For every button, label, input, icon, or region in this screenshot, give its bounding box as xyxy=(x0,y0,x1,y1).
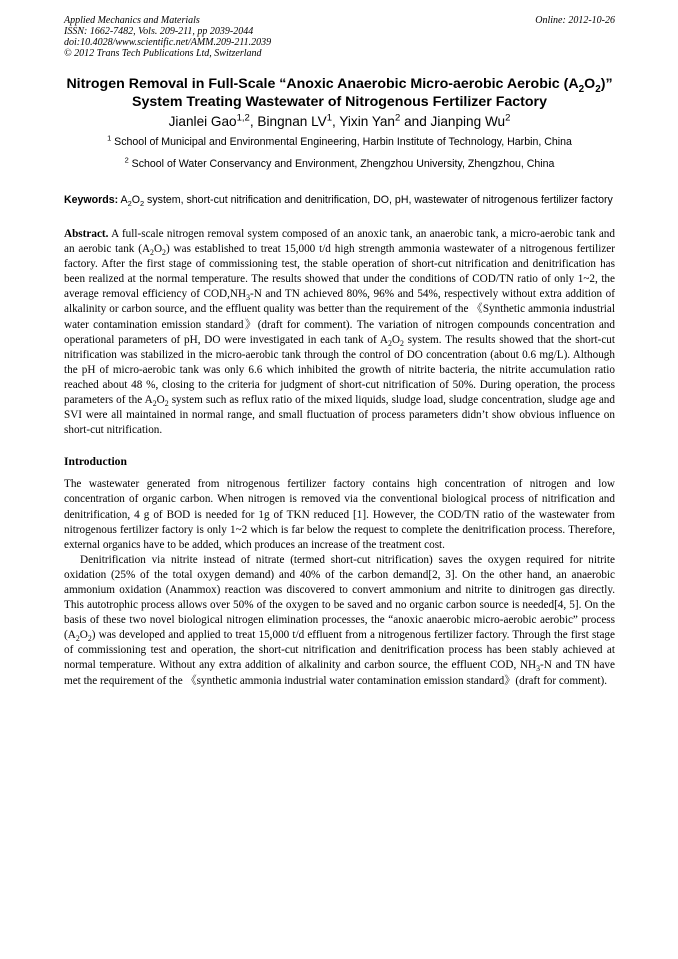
title-text-3: )” System Treating Wastewater of Nitrogenous Fertilizer Factory xyxy=(132,76,613,110)
kw-text-rest: system, short-cut nitrification and denitrification, DO, pH, wastewater of nitrogenous fertilizer factory xyxy=(144,194,613,206)
author-separator: , xyxy=(332,114,340,129)
author-name: Bingnan LV xyxy=(257,114,327,129)
intro-text: ) was developed and applied to treat 15,000 t/d effluent from a nitrogenous fertilizer factory. Through the first stage of commissioning test and operation, the short-cut nitrification and denitrification process has been stably achieved at normal temperature. Without any extra addition of alkalinity and carbon source, the effluent COD, NH xyxy=(64,629,615,672)
affiliation-text: School of Water Conservancy and Environment, Zhengzhou University, Zhengzhou, China xyxy=(131,158,555,170)
author-separator: , xyxy=(249,114,258,129)
title-sub-2: 2 xyxy=(595,83,601,95)
paper-title xyxy=(64,75,615,111)
affiliation-number: 2 xyxy=(124,155,129,165)
journal-header xyxy=(64,15,615,59)
intro-text: -N and TN have met the requirement of the 《synthetic ammonia industrial water contamination emission standard》(draft for comment). xyxy=(64,659,615,687)
affiliation-number: 1 xyxy=(107,133,112,143)
author-affiliation-mark: 1,2 xyxy=(236,112,250,124)
paper-page xyxy=(64,15,615,689)
author-list xyxy=(64,113,615,130)
title-text-1: Nitrogen Removal in Full-Scale “Anoxic Anaerobic Micro-aerobic Aerobic (A xyxy=(66,76,579,92)
abstract-text: -N and TN achieved 80%, 96% and 54%, respectively without extra addition of alkalinity or carbon source, and the effluent quality was better than the requirement of the 《Synthetic ammonia industrial water contamination emission standard》(draft for comment). The variation of nitrogen compounds concentration and operational parameters of pH, DO were investigated in each tank of A xyxy=(64,288,616,346)
author-separator: and xyxy=(400,114,431,129)
copyright-line: © 2012 Trans Tech Publications Ltd, Switzerland xyxy=(64,48,262,59)
abstract-text: ) was established to treat 15,000 t/d high strength ammonia wastewater of a nitrogenous fertilizer factory. After the first stage of commissioning test, the stable operation of short-cut nitrification and denitrification has been realized at the normal temperature. The results showed that under the conditions of COD/TN ratio of only 1~2, the average removal efficiency of COD,NH xyxy=(64,243,616,301)
journal-name: Applied Mechanics and Materials xyxy=(64,15,200,26)
abstract-sub: 2 xyxy=(387,338,392,348)
intro-paragraph-2 xyxy=(64,553,615,689)
doi-line: doi:10.4028/www.scientific.net/AMM.209-211.2039 xyxy=(64,37,272,48)
author-affiliation-mark: 2 xyxy=(395,112,401,124)
author-affiliation-mark: 1 xyxy=(326,112,333,124)
intro-paragraph-1: The wastewater generated from nitrogenous fertilizer factory contains high concentration of nitrogen and low concentration of organic carbon. When nitrogen is removed via the conventional biological process of nitrification and denitrification, 4 g of BOD is needed for 1g of TKN reduced [1]. However, the COD/TN ratio of the wastewater from nitrogenous fertilizer factory is only 1~2 which is far below the request to complete the denitrification process. Therefore, external organics have to be added, which produces an increase of the treatment cost. xyxy=(64,478,615,551)
affiliation-text: School of Municipal and Environmental Engineering, Harbin Institute of Technology, Harbin, China xyxy=(114,136,572,148)
intro-sub: 2 xyxy=(87,634,92,644)
abstract-text: O xyxy=(156,394,165,407)
keywords-label: Keywords: xyxy=(64,194,119,206)
abstract-sub: 2 xyxy=(152,399,157,409)
abstract-text: system. The results showed that the short-cut nitrification was stabilized in the micro-aerobic tank through the control of DO concentration (about 0.6 mg/L). Although the pH of micro-aerobic tank was only 6.6 which inhibited the growth of nitrite bacteria, the nitrite accumulation ratio reached about 48 %, closing to the criteria for judgment of short-cut nitrification of 50%. During operation, the process parameters of the A xyxy=(64,333,615,407)
intro-sub: 3 xyxy=(536,664,541,674)
kw-sub-o: 2 xyxy=(139,199,145,209)
abstract-text: A full-scale nitrogen removal system composed of an anoxic tank, an anaerobic tank, a micro-aerobic tank and an aerobic tank (A xyxy=(64,228,615,256)
affiliation-1 xyxy=(64,135,615,149)
online-date: Online: 2012-10-26 xyxy=(535,15,615,26)
intro-text: Denitrification via nitrite instead of nitrate (termed short-cut nitrification) saves the oxygen required for nitrite oxidation (25% of the total oxygen demand) and 40% of the carbon demand[2, 3]. On the other hand, an anaerobic ammonium oxidation (Anammox) reaction was discovered to convert ammonium and nitrite to dinitrogen gas directly. This autotrophic process allows over 50% of the oxygen to be saved and no organic carbon source is needed[4, 5]. On the basis of these two novel biological nitrogen elimination processes, the “anoxic anaerobic micro-aerobic aerobic” process (A xyxy=(64,553,615,642)
author-name: Jianping Wu xyxy=(430,114,506,129)
abstract-sub: 2 xyxy=(162,248,166,258)
author-name: Jianlei Gao xyxy=(168,114,237,129)
abstract-sub: 2 xyxy=(150,248,154,258)
intro-text: O xyxy=(79,629,88,642)
author-name: Yixin Yan xyxy=(339,114,395,129)
author-affiliation-mark: 2 xyxy=(505,112,511,124)
abstract-text: O xyxy=(391,333,400,346)
abstract-sub: 2 xyxy=(164,399,169,409)
kw-text-o: O xyxy=(131,194,140,206)
title-text-2: O xyxy=(584,76,596,92)
abstract xyxy=(64,227,615,438)
abstract-sub: 2 xyxy=(399,338,404,348)
section-heading-introduction: Introduction xyxy=(64,455,127,469)
kw-sub-a: 2 xyxy=(127,199,132,209)
issn-line: ISSN: 1662-7482, Vols. 209-211, pp 2039-2044 xyxy=(64,26,254,37)
title-sub-1: 2 xyxy=(578,83,585,95)
intro-sub: 2 xyxy=(75,634,80,644)
affiliation-2 xyxy=(64,157,615,171)
abstract-text: O xyxy=(153,243,163,256)
keywords xyxy=(64,194,615,207)
kw-text-a: A xyxy=(120,194,128,206)
abstract-sub: 3 xyxy=(246,293,251,303)
abstract-label: Abstract. xyxy=(64,228,109,240)
abstract-text: system such as reflux ratio of the mixed liquids, sludge load, sludge concentration, sludge age and SVI were all maintained in normal range, and small fluctuation of process parameters didn’t show obvious influence on short-cut nitrification. xyxy=(64,394,615,437)
